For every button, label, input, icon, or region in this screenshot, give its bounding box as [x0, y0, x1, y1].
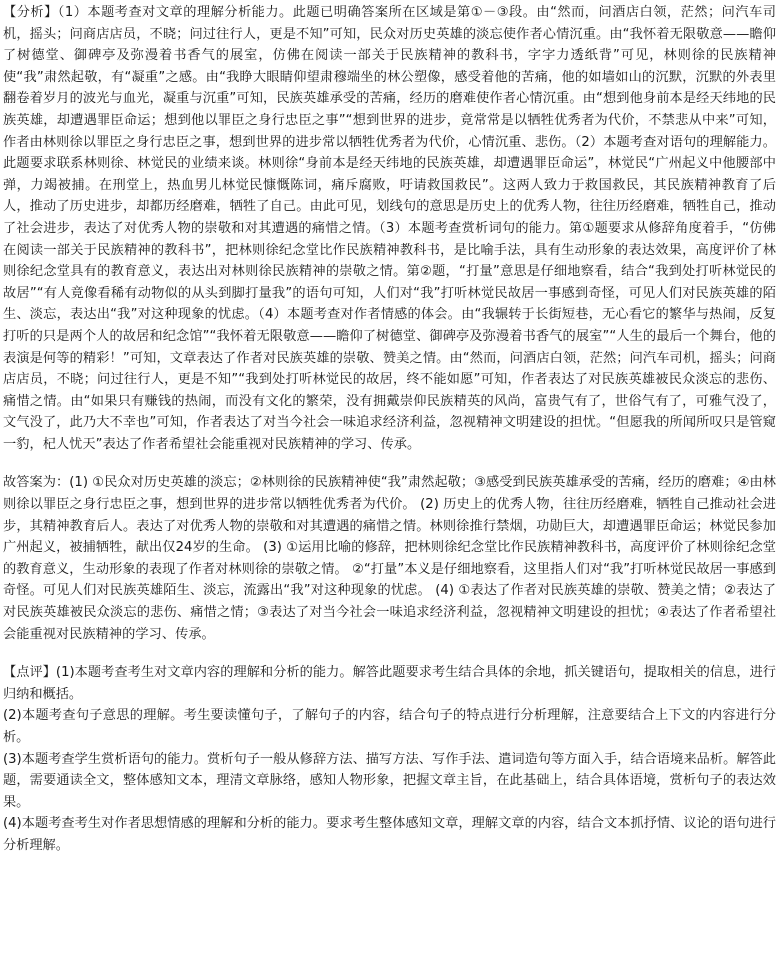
comment-point-3: (3)本题考查学生赏析语句的能力。赏析句子一般从修辞方法、描写方法、写作手法、遣词造句等方面入手，结合语境来品析。解答此题，需要通读全文，整体感知文本，理清文章脉络，感知人物形象，把握文章主旨，在此基础上，结合具体语境，赏析句子的表达效果。 [3, 751, 776, 810]
answer-paragraph: 故答案为：(1) ①民众对历史英雄的淡忘；②林则徐的民族精神使“我”肃然起敬；③感受到民族英雄承受的苦痛，经历的磨难；④由林则徐以罪臣之身行忠臣之事，想到世界的进步常以牺牲优秀者为代价。 (2) 历史上的优秀人物，往往历经磨难，牺牲自己推动社会进步，其精神教育后人。表达了对优秀人物的崇敬和对其遭遇的痛惜之情。林则徐推行禁烟，功勋巨大，却遭遇罪臣命运；林觉民参加广州起义，被捕牺牲，献出仅24岁的生命。 (3) ①运用比喻的修辞，把林则徐纪念堂比作民族精神教科书，高度评价了林则徐纪念堂的教育意义，生动形象的表现了作者对林则徐的崇敬之情。 ②“打量”本义是仔细地察看，这里指人们对“我”打听林觉民故居一事感到奇怪。可见人们对民族英雄陌生、淡忘，流露出“我”对这种现象的忧虑。 (4) ①表达了作者对民族英雄的崇敬、赞美之情；②表达了对民族英雄被民众淡忘的悲伤、痛惜之情；③表达了对当今社会一味追求经济利益，忽视精神文明建设的担忧；④表达了作者希望社会能重视对民族精神的学习、传承。 [3, 475, 776, 642]
comment-section [3, 662, 776, 856]
comment-point-4: (4)本题考查考生对作者思想情感的理解和分析的能力。要求考生整体感知文章，理解文章的内容，结合文本抓抒情、议论的语句进行分析理解。 [3, 816, 776, 853]
comment-point-2: (2)本题考查句子意思的理解。考生要读懂句子，了解句子的内容，结合句子的特点进行分析理解，注意要结合上下文的内容进行分析。 [3, 708, 776, 745]
comment-point-1: 【点评】(1)本题考查考生对文章内容的理解和分析的能力。解答此题要求考生结合具体的余地，抓关键语句，提取相关的信息，进行归纳和概括。 [3, 665, 776, 702]
analysis-paragraph: 【分析】（1）本题考查对文章的理解分析能力。此题已明确答案所在区域是第①－③段。由“然而，问酒店白领，茫然；问汽车司机，摇头；问商店店员，不晓；问过往行人，更是不知”可知，民众对历史英雄的淡忘使作者心情沉重。由“我怀着无限敬意——瞻仰了树德堂、御碑亭及弥漫着书香气的展室，仿佛在阅读一部关于民族精神的教科书，字字力透纸背”可见，林则徐的民族精神使“我”肃然起敬，有“凝重”之感。由“我睁大眼睛仰望肃穆端坐的林公塑像，感受着他的苦痛，他的如墙如山的沉默，沉默的外表里翻卷着岁月的波光与血光，凝重与沉重”可知，民族英雄承受的苦痛，经历的磨难使作者心情沉重。由“想到他身前本是经天纬地的民族英雄，却遭遇罪臣命运；想到他以罪臣之身行忠臣之事”“想到世界的进步，竟常常是以牺牲优秀者为代价，不禁悲从中来”可知，作者由林则徐以罪臣之身行忠臣之事，想到世界的进步常以牺牲优秀者为代价，心情沉重、悲伤。（2）本题考查对语句的理解能力。此题要求联系林则徐、林觉民的业绩来谈。林则徐“身前本是经天纬地的民族英雄，却遭遇罪臣命运”，林觉民“广州起义中他腰部中弹，力竭被捕。在刑堂上，热血男儿林觉民慷慨陈词，痛斥腐败，吁请救国救民”。这两人致力于救国救民，其民族精神教育了后人，推动了历史进步，却都历经磨难，牺牲了自己。由此可见，划线句的意思是历史上的优秀人物，往往历经磨难，牺牲自己，推动了社会进步，表达了对优秀人物的崇敬和对其遭遇的痛惜之情。（3）本题考查赏析词句的能力。第①题要求从修辞角度着手，“仿佛在阅读一部关于民族精神的教科书”，把林则徐纪念堂比作民族精神教科书，是比喻手法，具有生动形象的表达效果，高度评价了林则徐纪念堂具有的教育意义，表达出对林则徐民族精神的崇敬之情。第②题，“打量”意思是仔细地察看，结合“我到处打听林觉民的故居”“有人竟像看稀有动物似的从头到脚打量我”的语句可知，人们对“我”打听林觉民故居一事感到奇怪，可见人们对民族英雄的陌生、淡忘，表达出“我”对这种现象的忧虑。（4）本题考查对作者情感的体会。由“我辗转于长街短巷，无心看它的繁华与热闹，反复打听的只是两个人的故居和纪念馆”“我怀着无限敬意——瞻仰了树德堂、御碑亭及弥漫着书香气的展室”“人生的最后一个舞台，他的表演是何等的精彩！”可知，文章表达了作者对民族英雄的崇敬、赞美之情。由“然而，问酒店白领，茫然；问汽车司机，摇头；问商店店员，不晓；问过往行人，更是不知”“我到处打听林觉民的故居，终不能如愿”可知，作者表达了对民族英雄被民众淡忘的悲伤、痛惜之情。由“如果只有赚钱的热闹，而没有文化的繁荣，没有拥戴崇仰民族精英的风尚，富贵气有了，世俗气有了，可雅气没了，文气没了，此乃大不幸也”可知，作者表达了对当今社会一味追求经济利益，忽视精神文明建设的担忧。“但愿我的所闻所叹只是管窥一豹，杞人忧天”表达了作者希望社会能重视对民族精神的学习、传承。 [3, 5, 776, 452]
